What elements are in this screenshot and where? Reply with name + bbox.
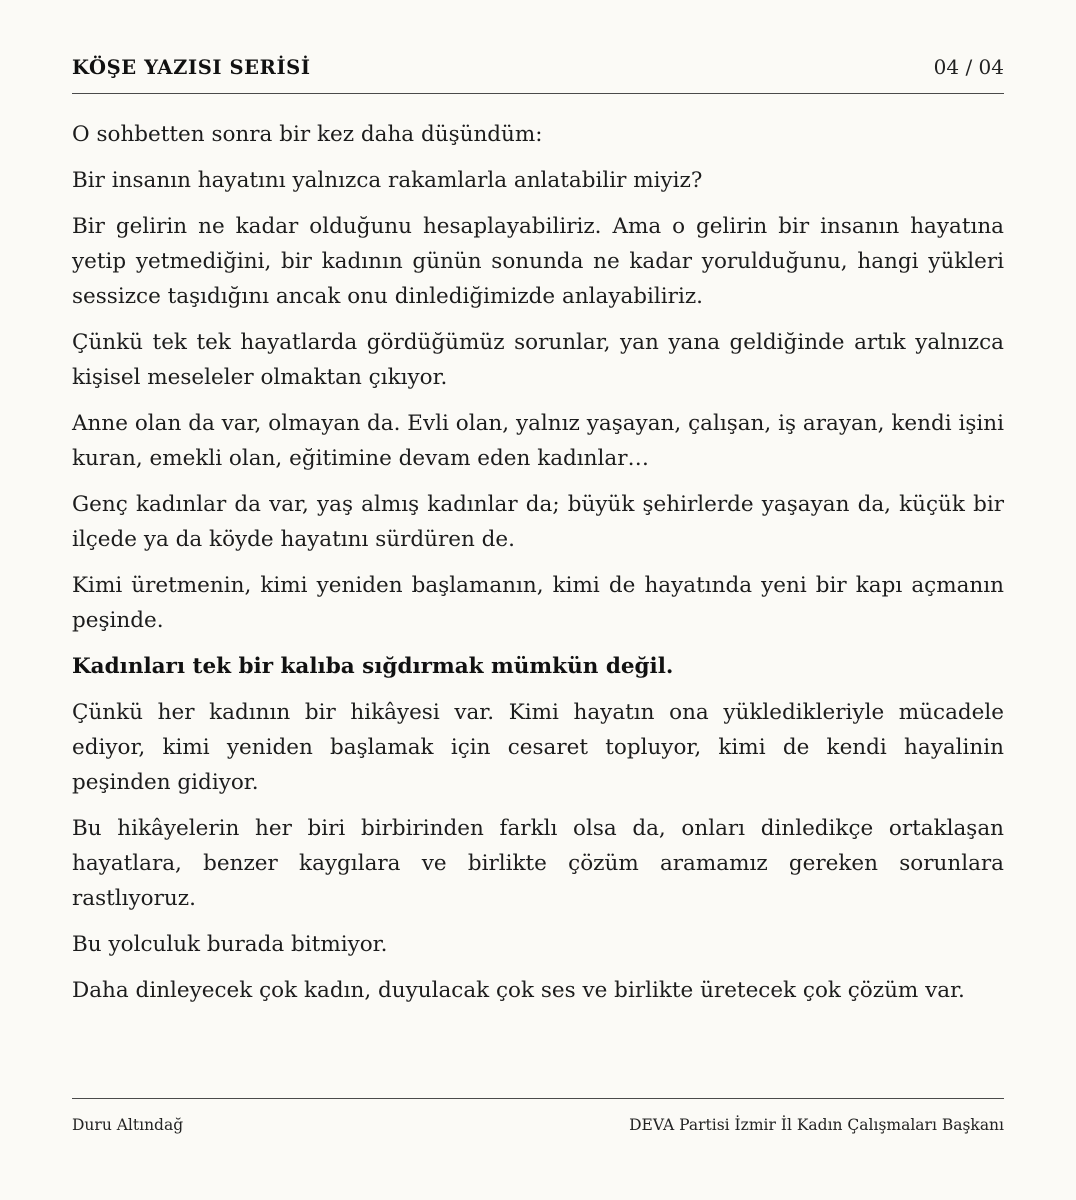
- header-divider: [72, 93, 1004, 94]
- page-header: [72, 50, 1004, 84]
- author-title: DEVA Partisi İzmir İl Kadın Çalışmaları Başkanı: [629, 1116, 1004, 1134]
- footer-divider: [72, 1098, 1004, 1099]
- paragraph: O sohbetten sonra bir kez daha düşündüm:: [72, 122, 543, 147]
- paragraph: Çünkü tek tek hayatlarda gördüğümüz sorunlar, yan yana geldiğinde artık yalnızca kişisel meseleler olmaktan çıkıyor.: [72, 330, 1004, 390]
- paragraph: Bu yolculuk burada bitmiyor.: [72, 932, 388, 957]
- emphasized-paragraph: Kadınları tek bir kalıba sığdırmak mümkün değil.: [72, 654, 674, 679]
- paragraph: Bu hikâyelerin her biri birbirinden farklı olsa da, onları dinledikçe ortaklaşan hayatlara, benzer kaygılara ve birlikte çözüm aramamız gereken sorunlara rastlıyoruz.: [72, 816, 1004, 911]
- paragraph: Bir insanın hayatını yalnızca rakamlarla anlatabilir miyiz?: [72, 168, 703, 193]
- page-footer: [72, 1113, 1004, 1137]
- series-title: KÖŞE YAZISI SERİSİ: [72, 55, 311, 79]
- author-name: Duru Altındağ: [72, 1116, 184, 1134]
- article-body: [72, 117, 1004, 1019]
- page-number: 04 / 04: [933, 55, 1004, 79]
- column-page: [72, 0, 1004, 1200]
- paragraph: Anne olan da var, olmayan da. Evli olan, yalnız yaşayan, çalışan, iş arayan, kendi işini kuran, emekli olan, eğitimine devam eden kadınlar…: [72, 411, 1004, 471]
- paragraph: Bir gelirin ne kadar olduğunu hesaplayabiliriz. Ama o gelirin bir insanın hayatına yetip yetmediğini, bir kadının günün sonunda ne kadar yorulduğunu, hangi yükleri sessizce taşıdığını ancak onu dinlediğimizde anlayabiliriz.: [72, 214, 1004, 309]
- paragraph: Daha dinleyecek çok kadın, duyulacak çok ses ve birlikte üretecek çok çözüm var.: [72, 978, 965, 1003]
- paragraph: Genç kadınlar da var, yaş almış kadınlar da; büyük şehirlerde yaşayan da, küçük bir ilçede ya da köyde hayatını sürdüren de.: [72, 492, 1004, 552]
- paragraph: Kimi üretmenin, kimi yeniden başlamanın, kimi de hayatında yeni bir kapı açmanın peşinde.: [72, 573, 1004, 633]
- paragraph: Çünkü her kadının bir hikâyesi var. Kimi hayatın ona yükledikleriyle mücadele ediyor, kimi yeniden başlamak için cesaret topluyor, kimi de kendi hayalinin peşinden gidiyor.: [72, 700, 1004, 795]
